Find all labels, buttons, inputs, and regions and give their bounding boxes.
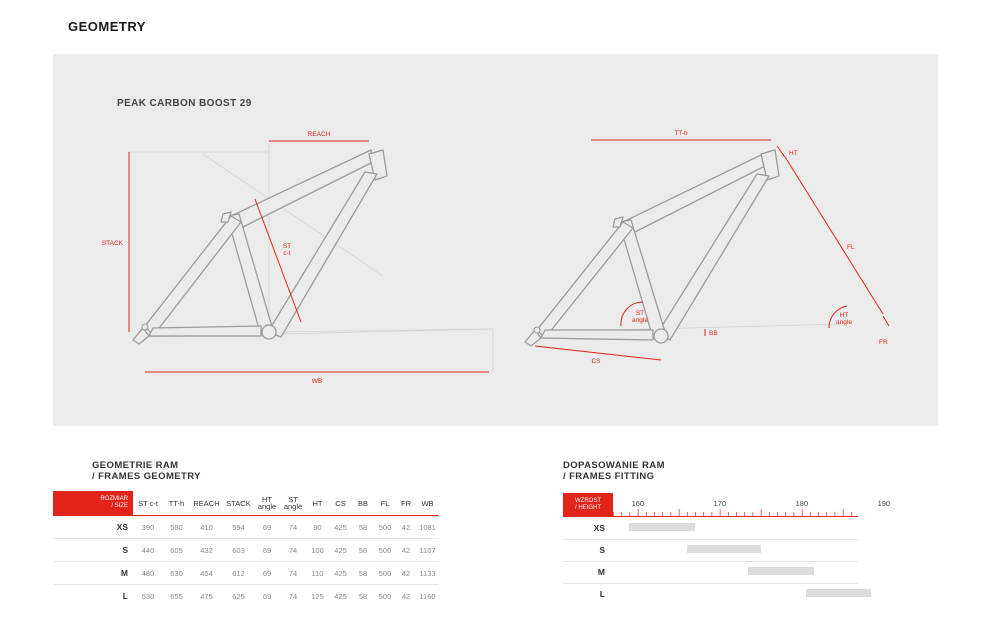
height-header-line-1: WZROST [575, 498, 601, 504]
size-header-line-1: ROZMIAR [100, 496, 128, 502]
column-header-subtext: angle [257, 502, 277, 511]
cs-label: CS [591, 358, 601, 365]
table-cell: 500 [378, 591, 392, 601]
table-cell: 69 [254, 539, 280, 562]
table-cell: 480 [133, 562, 163, 585]
table-cell: 440 [133, 539, 163, 562]
table-cell: 69 [262, 591, 272, 601]
geometry-title-line-1: GEOMETRIE RAM [92, 460, 179, 471]
column-header [223, 491, 254, 516]
frame-left-labels [102, 131, 331, 385]
column-header [352, 491, 374, 516]
column-header [396, 491, 416, 516]
column-header-text: FR [401, 498, 411, 508]
table-cell: 500 [374, 539, 396, 562]
bottom-bracket-left [262, 325, 276, 339]
table-cell: 603 [223, 539, 254, 562]
height-tick-label: 160 [631, 499, 645, 508]
frame-right-tubes [525, 150, 779, 346]
table-cell: 1160 [419, 591, 436, 601]
geometry-table [53, 491, 439, 607]
column-header-text: BB [357, 498, 368, 508]
ht-label: HT [789, 150, 798, 157]
table-cell: 475 [200, 591, 213, 601]
column-header [329, 491, 352, 516]
height-tick-label: 170 [713, 499, 727, 508]
fr-label: FR [879, 339, 888, 346]
ht-angle-label: HT [839, 312, 849, 319]
frame-left-tubes [133, 150, 387, 344]
table-cell: 500 [374, 562, 396, 585]
table-cell: 390 [133, 516, 163, 539]
fitting-bar [806, 589, 872, 597]
column-header-subtext: angle [283, 502, 303, 511]
page-title: GEOMETRY [68, 19, 146, 34]
table-cell: 630 [163, 562, 190, 585]
table-cell: 69 [254, 562, 280, 585]
st-angle-sub-label: angle [632, 317, 648, 324]
table-cell: 74 [280, 516, 306, 539]
fitting-title-line-1: DOPASOWANIE RAM [563, 460, 665, 471]
column-header-text: STACK [226, 498, 251, 508]
table-cell: 100 [306, 539, 329, 562]
size-cell: XS [53, 516, 133, 539]
bottom-bracket-right [654, 329, 668, 343]
table-cell: 42 [396, 516, 416, 539]
table-cell: 58 [358, 591, 368, 601]
table-row [53, 516, 439, 539]
height-header-line-2: / HEIGHT [574, 505, 601, 511]
frame-left-dimensions [129, 141, 489, 372]
table-row [53, 562, 439, 585]
fitting-header [563, 493, 891, 517]
table-row [53, 585, 439, 608]
table-cell: 74 [288, 591, 298, 601]
reach-label: REACH [307, 131, 331, 138]
stack-label: STACK [101, 240, 123, 247]
table-cell: 58 [352, 539, 374, 562]
geometry-table-header-row [53, 491, 439, 516]
column-header [163, 491, 190, 516]
column-header-text: CS [335, 498, 346, 508]
column-header-text: ST c-t [138, 498, 158, 508]
size-cell: S [53, 539, 133, 562]
table-cell: 1081 [416, 516, 439, 539]
column-header [133, 491, 163, 516]
table-cell: 425 [329, 539, 352, 562]
wb-label: WB [311, 378, 323, 385]
fitting-row [563, 583, 858, 605]
column-header [416, 491, 439, 516]
column-header [306, 491, 329, 516]
ht-angle-sub-label: angle [836, 319, 852, 326]
geometry-diagram-panel [53, 54, 938, 426]
table-cell: 58 [352, 562, 374, 585]
fitting-row [563, 561, 858, 584]
table-cell: 110 [306, 562, 329, 585]
column-header [280, 491, 306, 516]
table-cell: 432 [190, 539, 223, 562]
height-tick-label: 180 [795, 499, 809, 508]
table-cell: 605 [163, 539, 190, 562]
table-cell: 42 [401, 591, 411, 601]
fitting-section-title [563, 460, 665, 482]
fitting-row [563, 539, 858, 562]
table-cell: 58 [352, 516, 374, 539]
column-header-text: REACH [193, 498, 220, 508]
table-cell: 655 [170, 591, 183, 601]
table-cell: 125 [311, 591, 324, 601]
geometry-section-title [92, 460, 201, 482]
height-header [563, 493, 613, 517]
table-cell: 625 [232, 591, 245, 601]
rear-dropout-left [142, 324, 148, 330]
bb-label: BB [709, 330, 718, 337]
st-angle-label: ST [635, 310, 645, 317]
fitting-row [563, 517, 858, 540]
fitting-size-label: L [599, 589, 605, 599]
table-cell: 1107 [416, 539, 439, 562]
table-cell: 612 [223, 562, 254, 585]
rear-dropout-right [534, 327, 540, 333]
height-tick-label: 190 [877, 499, 891, 508]
ct-label: c-t [283, 250, 291, 257]
size-header [53, 491, 133, 516]
frame-left [102, 131, 493, 385]
table-cell: 74 [280, 539, 306, 562]
column-header [254, 491, 280, 516]
fl-label: FL [847, 244, 855, 251]
frame-right [525, 130, 889, 365]
table-cell: 594 [223, 516, 254, 539]
fitting-bar [748, 567, 814, 575]
tth-label: TT-h [674, 130, 688, 137]
size-header-line-2: / SIZE [111, 503, 128, 509]
table-cell: 74 [280, 562, 306, 585]
fitting-bar [687, 545, 761, 553]
height-ruler [613, 493, 858, 517]
table-cell: 69 [254, 516, 280, 539]
geometry-diagram-svg [53, 54, 938, 426]
table-cell: 500 [374, 516, 396, 539]
column-header-text: WB [421, 498, 434, 508]
column-header [374, 491, 396, 516]
table-cell: 425 [329, 562, 352, 585]
table-cell: 42 [396, 539, 416, 562]
model-name: PEAK CARBON BOOST 29 [117, 98, 252, 109]
column-header-text: FL [380, 498, 390, 508]
table-row [53, 539, 439, 562]
st-label: ST [282, 243, 292, 250]
fitting-size-label: XS [593, 523, 605, 533]
column-header-text: TT-h [168, 498, 185, 508]
fitting-bar [629, 523, 695, 531]
fitting-size-label: M [597, 567, 605, 577]
table-cell: 580 [163, 516, 190, 539]
column-header-text: ST [288, 495, 298, 504]
table-cell: 530 [141, 591, 155, 601]
table-cell: 42 [396, 562, 416, 585]
column-header-text: HT [262, 495, 272, 504]
column-header [190, 491, 223, 516]
table-cell: 425 [329, 516, 352, 539]
table-cell: 90 [306, 516, 329, 539]
column-header-text: HT [312, 498, 323, 508]
table-cell: 454 [190, 562, 223, 585]
size-cell: L [122, 591, 128, 601]
fitting-size-label: S [599, 545, 605, 555]
table-cell: 410 [190, 516, 223, 539]
table-cell: 425 [334, 591, 347, 601]
geometry-title-line-2: / FRAMES GEOMETRY [92, 471, 201, 482]
table-cell: 1133 [416, 562, 439, 585]
fitting-title-line-2: / FRAMES FITTING [563, 471, 655, 482]
size-cell: M [53, 562, 133, 585]
